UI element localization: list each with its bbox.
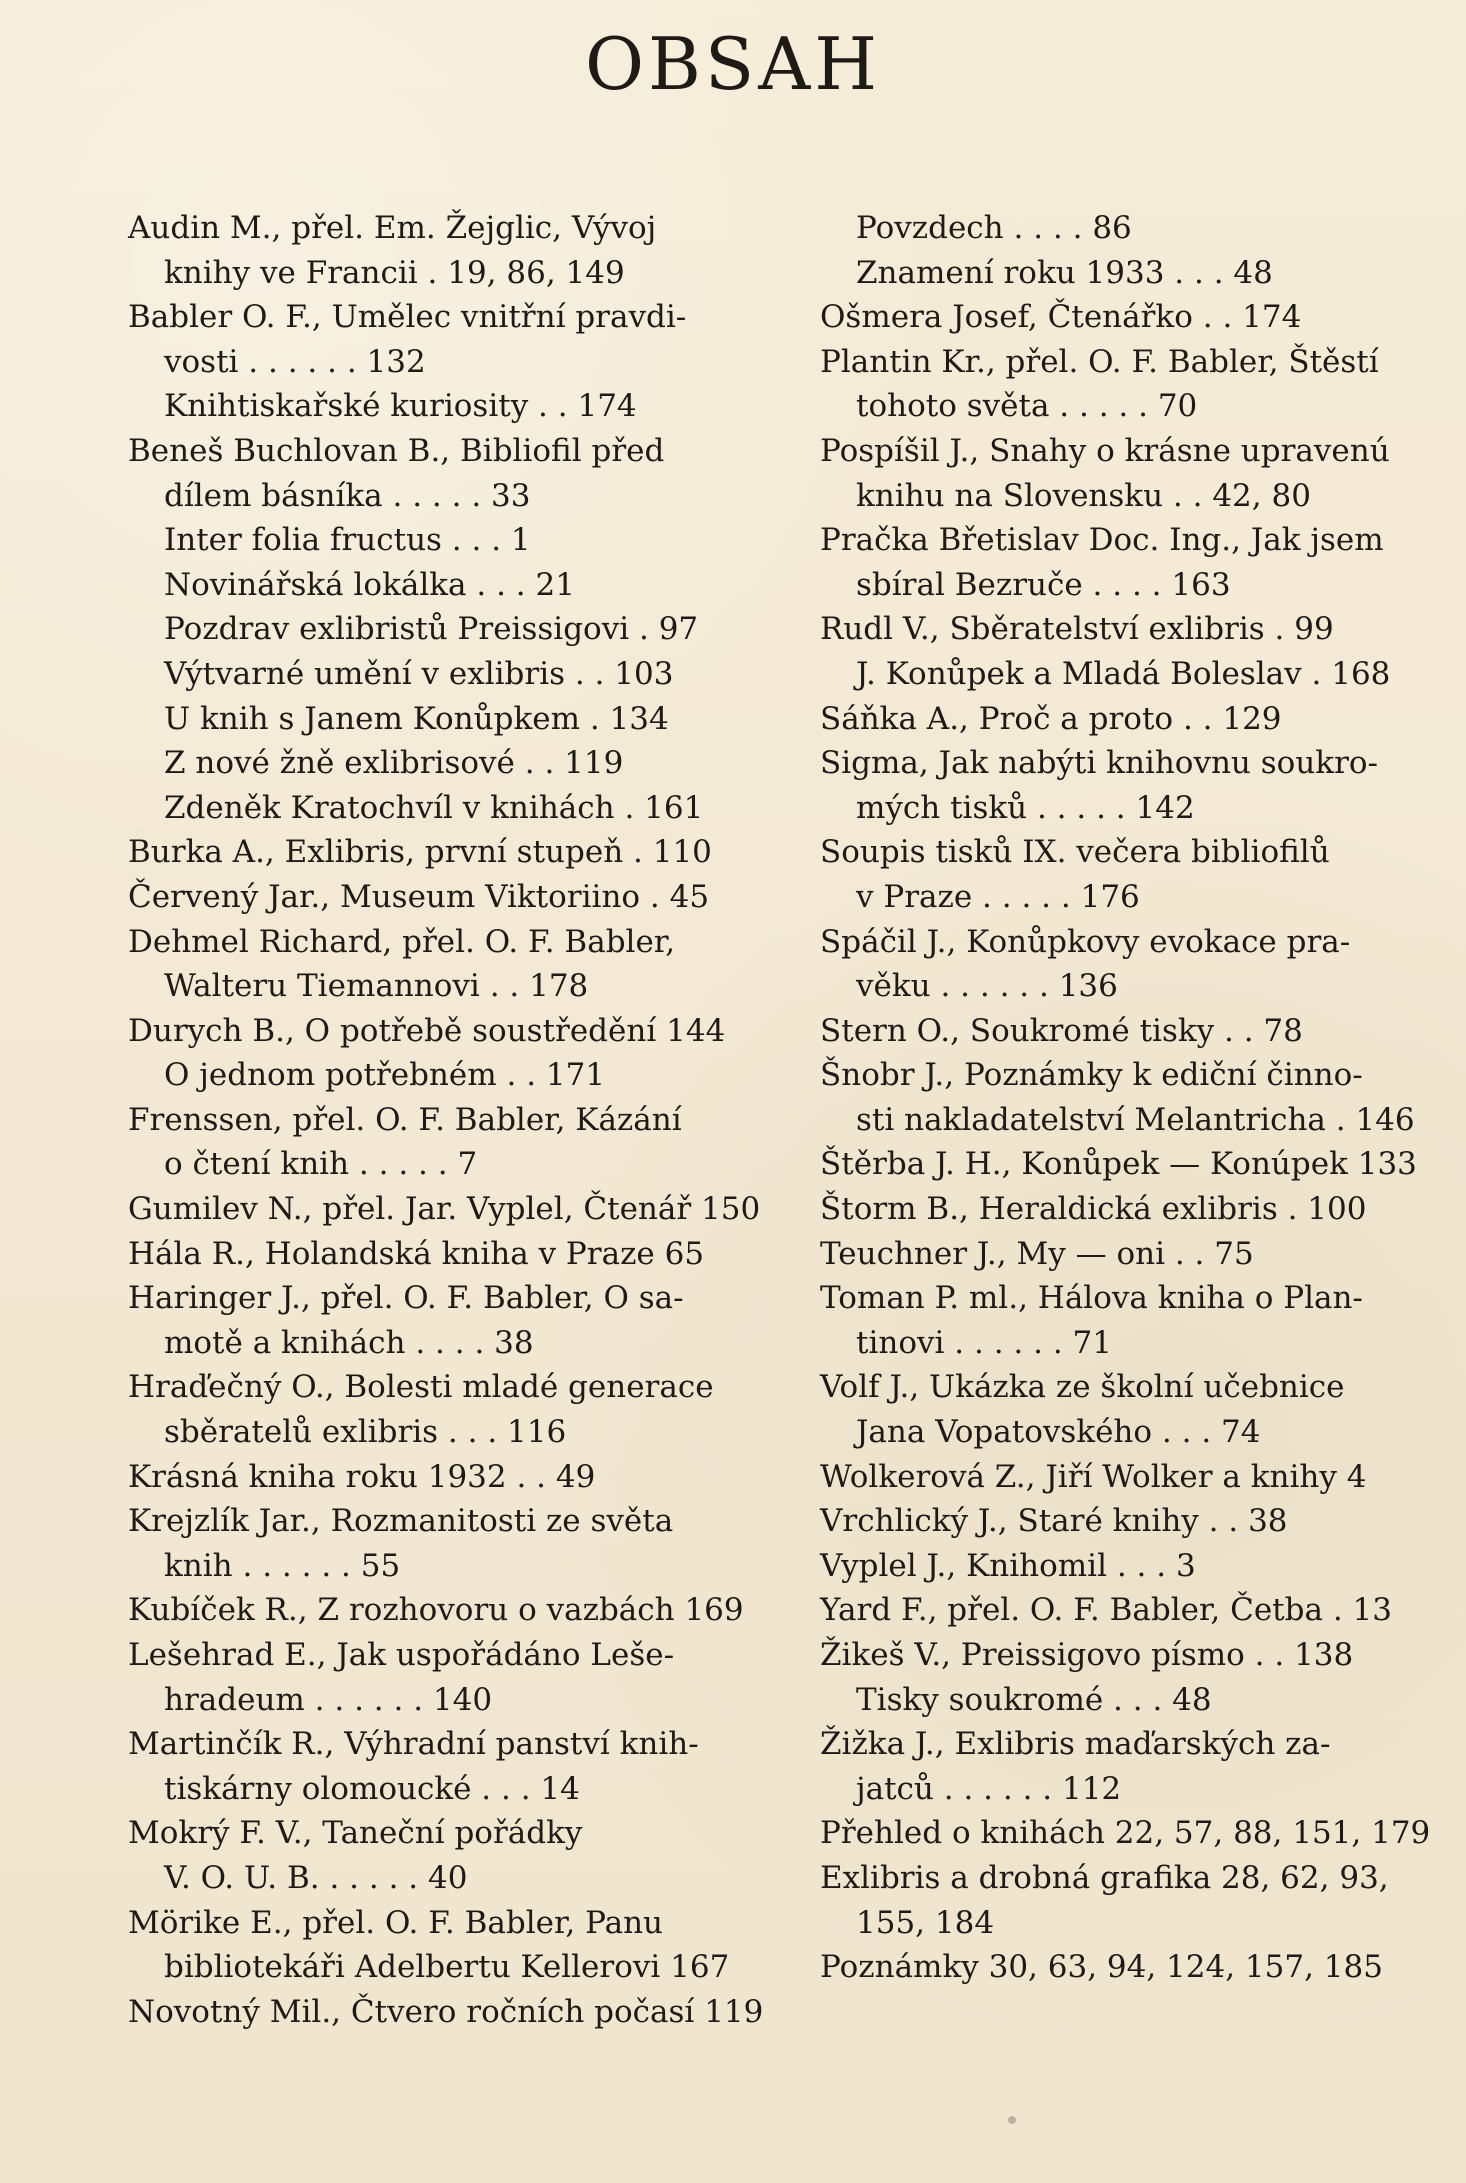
index-line: Gumilev N., přel. Jar. Vyplel, Čtenář 150 <box>128 1191 761 1228</box>
index-line: knihu na Slovensku . . 42, 80 <box>856 477 1311 514</box>
index-line: Soupis tisků IX. večera bibliofilů <box>820 834 1330 871</box>
left-index-entry <box>128 1053 714 1098</box>
left-index-entry <box>128 920 714 1009</box>
index-line: mých tisků . . . . . 142 <box>856 789 1195 826</box>
index-line: Wolkerová Z., Jiří Wolker a knihy 4 <box>820 1458 1367 1495</box>
left-index-entry <box>128 607 714 652</box>
left-index-entry <box>128 295 714 384</box>
index-line: Burka A., Exlibris, první stupeň . 110 <box>128 834 712 871</box>
index-line: Tisky soukromé . . . 48 <box>856 1681 1212 1718</box>
left-index-entry <box>128 1276 714 1365</box>
index-line: 155, 184 <box>856 1904 995 1941</box>
index-line: tiskárny olomoucké . . . 14 <box>164 1770 580 1807</box>
index-line: Pospíšil J., Snahy o krásne upravenú <box>820 432 1390 469</box>
right-index-entry <box>820 1811 1431 1856</box>
right-index-entry <box>820 830 1412 919</box>
right-index-entry <box>820 429 1412 518</box>
left-index-entry <box>128 1901 730 1990</box>
left-index-entry <box>128 518 714 563</box>
left-index-entry <box>128 697 714 742</box>
right-index-entry <box>820 1678 1412 1723</box>
left-index-entry <box>128 1187 761 1232</box>
index-line: Spáčil J., Konůpkovy evokace pra- <box>820 923 1351 960</box>
right-index-entry <box>820 607 1412 652</box>
index-line: bibliotekáři Adelbertu Kellerovi 167 <box>164 1949 730 1986</box>
index-line: věku . . . . . . 136 <box>856 968 1118 1005</box>
right-index-entry <box>820 1945 1412 1990</box>
right-index-entry <box>820 206 1412 251</box>
left-index-entry <box>128 1633 714 1722</box>
index-line: Štorm B., Heraldická exlibris . 100 <box>820 1191 1367 1228</box>
index-line: hradeum . . . . . . 140 <box>164 1681 493 1718</box>
right-index-entry <box>820 1455 1412 1500</box>
index-line: vosti . . . . . . 132 <box>164 343 426 380</box>
right-index-entry <box>820 251 1412 296</box>
left-index-entry <box>128 652 714 697</box>
right-index-entry <box>820 295 1412 340</box>
index-line: Žikeš V., Preissigovo písmo . . 138 <box>820 1637 1354 1673</box>
index-line: Toman P. ml., Hálova kniha o Plan- <box>820 1280 1363 1317</box>
index-line: sti nakladatelství Melantricha . 146 <box>856 1101 1415 1138</box>
right-index-entry <box>820 1187 1412 1232</box>
index-line: Durych B., O potřebě soustředění 144 <box>128 1012 726 1049</box>
left-index-entry <box>128 1455 714 1500</box>
right-index-entry <box>820 1544 1412 1589</box>
right-index-entry <box>820 1588 1412 1633</box>
index-line: Kubíček R., Z rozhovoru o vazbách 169 <box>128 1592 744 1629</box>
right-index-entry <box>820 1633 1412 1678</box>
index-line: Knihtiskařské kuriosity . . 174 <box>164 388 637 425</box>
index-line: Yard F., přel. O. F. Babler, Četba . 13 <box>820 1592 1392 1629</box>
right-index-entry <box>820 920 1412 1009</box>
right-index-entry <box>820 1053 1415 1142</box>
index-line: Sigma, Jak nabýti knihovnu soukro- <box>820 745 1379 782</box>
index-line: Mörike E., přel. O. F. Babler, Panu <box>128 1904 664 1941</box>
index-line: Červený Jar., Museum Viktoriino . 45 <box>128 878 710 915</box>
page-title: OBSAH <box>584 22 882 106</box>
index-line: Pračka Břetislav Doc. Ing., Jak jsem <box>820 522 1384 559</box>
index-line: v Praze . . . . . 176 <box>856 878 1140 915</box>
index-line: Ošmera Josef, Čtenářko . . 174 <box>820 299 1302 336</box>
index-line: Poznámky 30, 63, 94, 124, 157, 185 <box>820 1949 1383 1986</box>
index-line: Z nové žně exlibrisové . . 119 <box>164 745 624 782</box>
index-line: tinovi . . . . . . 71 <box>856 1324 1112 1361</box>
left-index-entry <box>128 384 714 429</box>
left-index-entry <box>128 563 714 608</box>
index-line: Beneš Buchlovan B., Bibliofil před <box>128 432 665 469</box>
index-line: Jana Vopatovského . . . 74 <box>856 1414 1261 1451</box>
index-line: V. O. U. B. . . . . . 40 <box>164 1859 468 1896</box>
index-line: Vrchlický J., Staré knihy . . 38 <box>820 1503 1288 1540</box>
right-index-entry <box>820 1365 1412 1454</box>
index-line: Exlibris a drobná grafika 28, 62, 93, <box>820 1859 1389 1896</box>
index-line: Teuchner J., My — oni . . 75 <box>820 1235 1254 1272</box>
index-line: jatců . . . . . . 112 <box>856 1770 1122 1807</box>
left-index-entry <box>128 1499 714 1588</box>
index-line: Novinářská lokálka . . . 21 <box>164 566 575 603</box>
right-index-entry <box>820 652 1412 697</box>
index-line: Zdeněk Kratochvíl v knihách . 161 <box>164 789 704 826</box>
index-line: Přehled o knihách 22, 57, 88, 151, 179 <box>820 1815 1431 1852</box>
right-index-entry <box>820 741 1412 830</box>
right-index-column <box>820 206 1431 1990</box>
index-line: Babler O. F., Umělec vnitřní pravdi- <box>128 299 687 336</box>
index-line: Inter folia fructus . . . 1 <box>164 522 531 559</box>
index-line: dílem básníka . . . . . 33 <box>164 477 531 514</box>
left-index-entry <box>128 206 714 295</box>
index-line: Krejzlík Jar., Rozmanitosti ze světa <box>128 1503 674 1540</box>
paper-speck <box>1008 2116 1016 2124</box>
index-line: Martinčík R., Výhradní panství knih- <box>128 1726 699 1763</box>
index-line: J. Konůpek a Mladá Boleslav . 168 <box>856 655 1391 692</box>
index-line: Sáňka A., Proč a proto . . 129 <box>820 700 1282 737</box>
index-line: knihy ve Francii . 19, 86, 149 <box>164 254 625 291</box>
index-line: Znamení roku 1933 . . . 48 <box>856 254 1273 291</box>
index-line: Stern O., Soukromé tisky . . 78 <box>820 1012 1303 1049</box>
index-line: Frenssen, přel. O. F. Babler, Kázání <box>128 1101 682 1138</box>
left-index-entry <box>128 875 714 920</box>
right-index-entry <box>820 1232 1412 1277</box>
right-index-entry <box>820 1276 1412 1365</box>
index-line: Mokrý F. V., Taneční pořádky <box>128 1815 583 1852</box>
right-index-entry <box>820 1856 1412 1945</box>
left-index-entry <box>128 1990 764 2035</box>
left-index-column <box>128 206 764 2034</box>
left-index-entry <box>128 1722 714 1811</box>
index-line: Štěrba J. H., Konůpek — Konúpek 133 <box>820 1146 1417 1183</box>
index-line: Šnobr J., Poznámky k ediční činno- <box>820 1057 1363 1094</box>
index-line: Plantin Kr., přel. O. F. Babler, Štěstí <box>820 343 1379 380</box>
index-line: Lešehrad E., Jak uspořádáno Leše- <box>128 1637 675 1673</box>
left-index-entry <box>128 1811 714 1900</box>
index-line: Povzdech . . . . 86 <box>856 210 1132 246</box>
left-index-entry <box>128 1232 714 1277</box>
right-index-entry <box>820 697 1412 742</box>
index-line: Volf J., Ukázka ze školní učebnice <box>820 1369 1345 1406</box>
index-line: Pozdrav exlibristů Preissigovi . 97 <box>164 611 699 648</box>
index-line: knih . . . . . . 55 <box>164 1547 401 1584</box>
index-line: sbíral Bezruče . . . . 163 <box>856 566 1231 603</box>
right-index-entry <box>820 1722 1412 1811</box>
index-line: Audin M., přel. Em. Žejglic, Vývoj <box>128 210 657 246</box>
index-line: Walteru Tiemannovi . . 178 <box>164 968 589 1005</box>
index-line: motě a knihách . . . . 38 <box>164 1324 534 1361</box>
left-index-entry <box>128 1009 726 1054</box>
right-index-entry <box>820 1499 1412 1544</box>
index-line: Dehmel Richard, přel. O. F. Babler, <box>128 923 676 960</box>
index-line: Rudl V., Sběratelství exlibris . 99 <box>820 611 1334 648</box>
index-line: o čtení knih . . . . . 7 <box>164 1146 478 1183</box>
right-index-entry <box>820 1009 1412 1054</box>
index-line: Vyplel J., Knihomil . . . 3 <box>820 1547 1196 1584</box>
index-line: Hraďečný O., Bolesti mladé generace <box>128 1369 714 1406</box>
index-line: Hála R., Holandská kniha v Praze 65 <box>128 1235 705 1272</box>
left-index-entry <box>128 1365 714 1454</box>
left-index-entry <box>128 741 714 786</box>
left-index-entry <box>128 429 714 518</box>
right-index-entry <box>820 1142 1417 1187</box>
index-line: tohoto světa . . . . . 70 <box>856 388 1198 425</box>
index-line: O jednom potřebném . . 171 <box>164 1057 606 1094</box>
left-index-entry <box>128 1588 744 1633</box>
right-index-entry <box>820 340 1412 429</box>
left-index-entry <box>128 786 714 831</box>
index-line: Žižka J., Exlibris maďarských za- <box>820 1726 1331 1763</box>
index-line: sběratelů exlibris . . . 116 <box>164 1414 567 1451</box>
index-line: U knih s Janem Konůpkem . 134 <box>164 700 669 737</box>
index-line: Výtvarné umění v exlibris . . 103 <box>164 655 674 692</box>
left-index-entry <box>128 1098 714 1187</box>
right-index-entry <box>820 518 1412 607</box>
index-line: Haringer J., přel. O. F. Babler, O sa- <box>128 1280 684 1317</box>
index-line: Krásná kniha roku 1932 . . 49 <box>128 1458 596 1495</box>
left-index-entry <box>128 830 714 875</box>
index-line: Novotný Mil., Čtvero ročních počasí 119 <box>128 1993 764 2030</box>
